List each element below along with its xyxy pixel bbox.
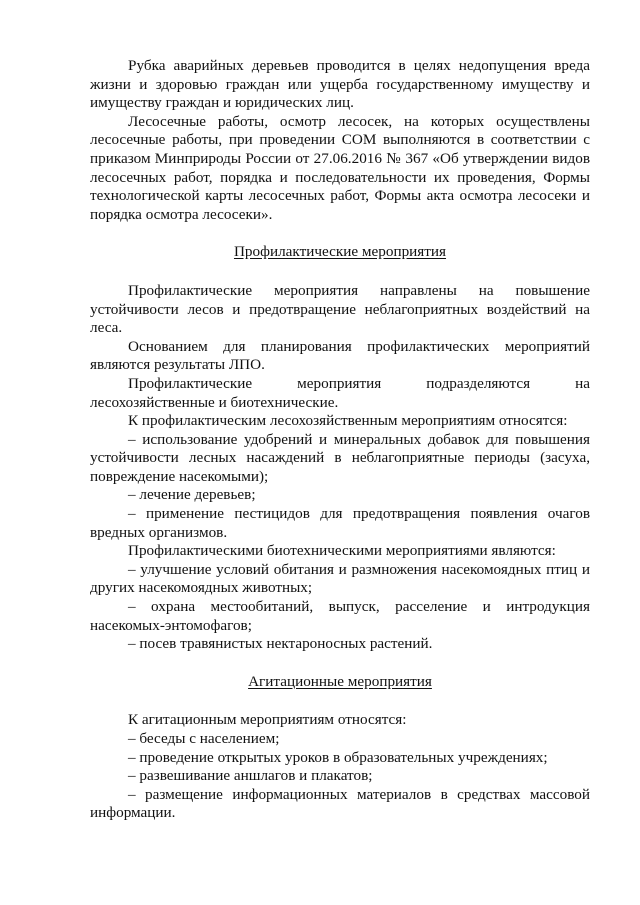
prophylactic-paragraph-5: Профилактическими биотехническими мероприятиями являются: <box>128 542 556 560</box>
intro-paragraph-1: Рубка аварийных деревьев проводится в целях недопущения вреда жизни и здоровью граждан или ущерба государственному имуществу и имуществу граждан и юридических лиц. <box>90 57 590 112</box>
prophylactic-paragraph-4: К профилактическим лесохозяйственным мероприятиям относятся: <box>128 412 568 430</box>
agitation-list-item: – развешивание аншлагов и плакатов; <box>128 767 373 785</box>
prophylactic-paragraph-2: Основанием для планирования профилактических мероприятий являются результаты ЛПО. <box>90 337 590 374</box>
prophylactic-paragraph-3-line-2: лесохозяйственные и биотехнические. <box>90 393 339 411</box>
biotech-list-item: – улучшение условий обитания и размножения насекомоядных птиц и других насекомоядных животных; <box>90 560 590 597</box>
agitation-list-item: – размещение информационных материалов в средствах массовой информации. <box>90 785 590 822</box>
document-page <box>90 57 590 823</box>
agitation-paragraph-1: К агитационным мероприятиям относятся: <box>128 711 407 729</box>
prophylactic-paragraph-3-line-1: Профилактические мероприятия подразделяются на <box>128 374 590 392</box>
biotech-list-item: – охрана местообитаний, выпуск, расселение и интродукция насекомых-энтомофагов; <box>90 598 590 634</box>
intro-paragraph-2: Лесосечные работы, осмотр лесосек, на которых осуществлены лесосечные работы, при проведении СОМ выполняются в соответствии с приказом Минприроды России от 27.06.2016 № 367 «Об утверждении видов лесосечных работ, порядка и последовательности их проведения, Формы технологической карты лесосечных работ, Формы акта осмотра лесосеки и порядка осмотра лесосеки». <box>90 112 590 223</box>
prophylactic-heading: Профилактические мероприятия <box>233 243 447 261</box>
agitation-heading: Агитационные мероприятия <box>248 672 432 690</box>
forestry-list-item: – лечение деревьев; <box>128 486 256 504</box>
forestry-list-item: – использование удобрений и минеральных добавок для повышения устойчивости лесных насаждений в неблагоприятные периоды (засуха, повреждение насекомыми); <box>90 430 590 485</box>
agitation-list-item: – беседы с населением; <box>128 730 280 747</box>
biotech-list-item: – посев травянистых нектароносных растений. <box>128 635 433 653</box>
forestry-list-item: – применение пестицидов для предотвращения появления очагов вредных организмов. <box>90 505 590 541</box>
agitation-list-item: – проведение открытых уроков в образовательных учреждениях; <box>128 748 548 766</box>
prophylactic-paragraph-1: Профилактические мероприятия направлены на повышение устойчивости лесов и предотвращение неблагоприятных воздействий на леса. <box>90 281 590 337</box>
